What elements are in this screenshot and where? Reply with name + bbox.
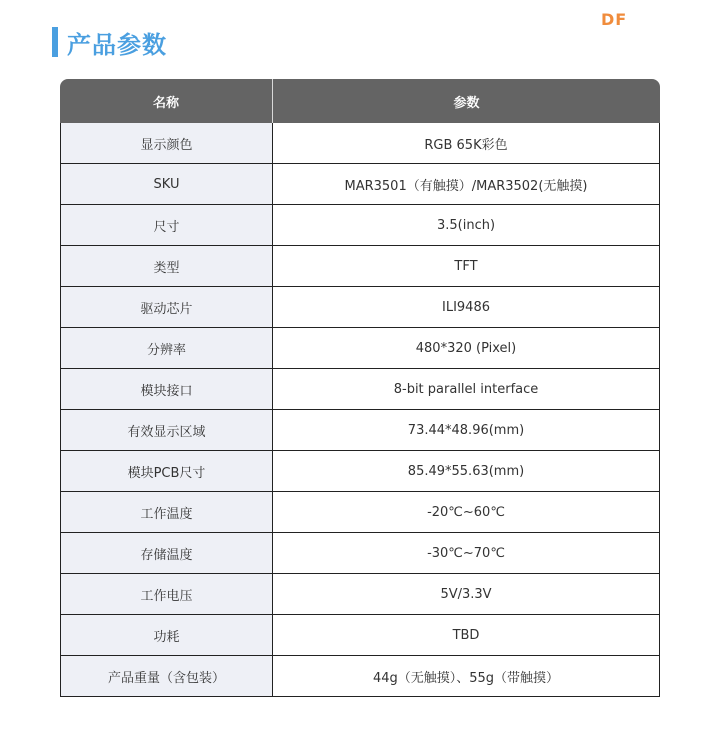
table-row — [60, 492, 660, 533]
table-row — [60, 615, 660, 656]
spec-table — [60, 79, 660, 697]
row-value: 3.5(inch) — [273, 205, 660, 246]
row-value: 480*320 (Pixel) — [273, 328, 660, 369]
row-name: 功耗 — [60, 615, 273, 656]
row-value: ILI9486 — [273, 287, 660, 328]
table-row — [60, 328, 660, 369]
row-value: RGB 65K彩色 — [273, 123, 660, 164]
row-value: TFT — [273, 246, 660, 287]
table-row — [60, 164, 660, 205]
header-value: 参数 — [273, 79, 660, 123]
row-name: 分辨率 — [60, 328, 273, 369]
table-row — [60, 574, 660, 615]
section-title — [52, 26, 167, 58]
table-row — [60, 123, 660, 164]
table-header-row — [60, 79, 660, 123]
row-value: 8-bit parallel interface — [273, 369, 660, 410]
table-row — [60, 533, 660, 574]
row-name: 产品重量（含包装） — [60, 656, 273, 697]
row-value: MAR3501（有触摸）/MAR3502(无触摸) — [273, 164, 660, 205]
row-name: 显示颜色 — [60, 123, 273, 164]
row-name: 工作温度 — [60, 492, 273, 533]
row-value: 5V/3.3V — [273, 574, 660, 615]
table-row — [60, 246, 660, 287]
row-name: 尺寸 — [60, 205, 273, 246]
row-name: 存储温度 — [60, 533, 273, 574]
row-value: -30℃~70℃ — [273, 533, 660, 574]
row-value: -20℃~60℃ — [273, 492, 660, 533]
row-name: 模块PCB尺寸 — [60, 451, 273, 492]
row-value: 85.49*55.63(mm) — [273, 451, 660, 492]
row-name: SKU — [60, 164, 273, 205]
header-name: 名称 — [60, 79, 273, 123]
row-name: 驱动芯片 — [60, 287, 273, 328]
title-accent-bar — [52, 27, 58, 57]
table-row — [60, 410, 660, 451]
row-name: 有效显示区域 — [60, 410, 273, 451]
table-row — [60, 656, 660, 697]
row-value: 73.44*48.96(mm) — [273, 410, 660, 451]
brand-logo: DF — [601, 10, 628, 29]
table-row — [60, 287, 660, 328]
row-value: TBD — [273, 615, 660, 656]
table-row — [60, 451, 660, 492]
page-title: 产品参数 — [67, 30, 167, 59]
table-row — [60, 369, 660, 410]
table-row — [60, 205, 660, 246]
row-name: 类型 — [60, 246, 273, 287]
row-name: 模块接口 — [60, 369, 273, 410]
row-value: 44g（无触摸）、55g（带触摸） — [273, 656, 660, 697]
row-name: 工作电压 — [60, 574, 273, 615]
